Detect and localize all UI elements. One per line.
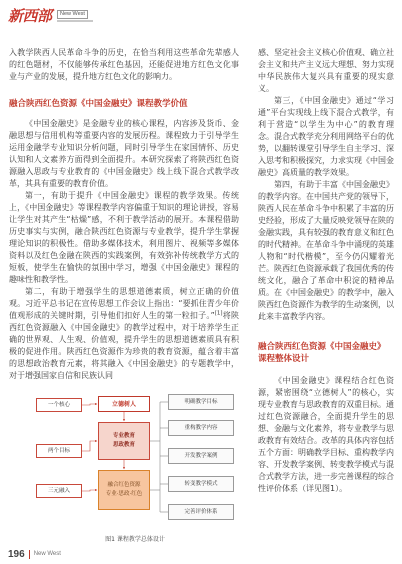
paragraph-second-value bbox=[9, 286, 239, 382]
paragraph-course-design: 《中国金融史》课程结合红色资源，紧密围绕“立德树人”的核心，实现专业教育与思政教育的双重目标。通过红色资源融合，全面提升学生的思想、金融与文化素养，将专业教学与思政教育有效结合。改革的具体内容包括五个方面：明确教学目标、重构教学内容、开发教学案例、转变教学模式与混合式教学方法，进一步完善课程的综合性评价体系（详见图1）。 bbox=[258, 376, 394, 493]
connector-core bbox=[82, 404, 97, 405]
paragraph-second-value-text-b: 将陕西红色资源融入《中国金融史》的教学过程中，对于培养学生正确的世界观、人生观、价值观，提升学生的思想道德素质具有积极的促进作用。陕西红色资源作为珍贵的教育资源，蕴含着丰富的思想政治教育元素，将其融入《中国金融史》的专题教学中，对于增强国家自信和民族认同 bbox=[9, 311, 239, 380]
logo-english-name: New West bbox=[57, 10, 88, 19]
measure-teaching-goals: 明确教学目标 bbox=[168, 394, 234, 410]
right-text-column bbox=[258, 47, 394, 537]
footer-magazine-name: New West bbox=[33, 551, 61, 557]
node-education-goals bbox=[98, 422, 150, 460]
magazine-logo: 新西部 bbox=[8, 7, 52, 25]
node-two-goals: 两个目标 bbox=[36, 444, 82, 458]
paragraph-fourth-value: 第四，有助于丰富《中国金融史》的教学内容。在中国共产党的领导下，陕西人民在革命斗争中积累了丰富的历史经验，形成了大量反映党领导在陕的金融实践，具有较强的教育意义和红色的时代精神。在革命斗争中涌现的英雄人物和“时代楷模”，至今仍闪耀着光芒。陕西红色资源承载了我国优秀的传统文化，融合了革命中积淀的精神品质。在《中国金融史》的教学中，融入陕西红色资源作为教学的生动案例，以此来丰富教学内容。 bbox=[258, 180, 394, 321]
measure-teaching-content: 重构教学内容 bbox=[168, 420, 234, 436]
measure-teaching-cases: 开发教学案例 bbox=[168, 448, 234, 464]
paragraph-course-overview: 《中国金融史》是金融专业的核心课程，内容涉及货币、金融思想与信用机构等重要内容的发展历程。课程致力于引导学生运用金融学专业知识分析问题，同时引导学生在家国情怀、历史认知和人文素养方面得到全面提升。本研究探索了将陕西红色资源融入思政与专业教育的《中国金融史》线上线下混合式教学改革，其具有重要的教育价值。 bbox=[9, 119, 239, 188]
section-heading-course-design bbox=[258, 341, 394, 365]
section-heading-line-1: 融合陕西红色资源《中国金融史》 bbox=[258, 342, 386, 352]
node-red-resource-integration bbox=[98, 470, 150, 510]
paragraph-first-value: 第一，有助于提升《中国金融史》课程的教学效果。传统上，《中国金融史》等课程教学内容偏重于知识的理论讲授，容易让学生对其产生“枯燥”感，不利于教学活动的展开。本课程借助历史事实与实例，融合陕西红色资源与专业教学，提升学生掌握理论知识的积极性。借助多媒体技术，利用图片、视频等多媒体资料以及红色金融在陕西的实践案例，有效弥补传统教学方式的短板，使学生在愉快的氛围中学习，增强《中国金融史》课程的趣味性和教学性。 bbox=[9, 191, 239, 284]
figure-course-design-diagram bbox=[30, 392, 240, 545]
continued-paragraph: 入教学陕西人民革命斗争的历史，在恰当利用这些革命先辈感人的红色题材，不仅能够传承红色基因，还能促进地方红色文化事业与产业的发展，提升地方红色文化的影响力。 bbox=[9, 48, 239, 81]
connector-goals bbox=[82, 441, 97, 451]
node-education-line-1: 专业教育 bbox=[112, 433, 135, 439]
section-heading-line-2: 课程整体设计 bbox=[258, 354, 310, 364]
node-integration-line-2: 专业·思政·红色 bbox=[105, 491, 143, 497]
connector-integration bbox=[82, 490, 97, 491]
page-number: 196 bbox=[8, 548, 25, 560]
measure-teaching-mode: 转变教学模式 bbox=[168, 476, 234, 492]
continued-paragraph-right: 感、坚定社会主义核心价值观、确立社会主义和共产主义远大理想、努力实现中华民族伟大复兴具有重要的现实意义。 bbox=[258, 48, 394, 93]
node-one-core: 一个核心 bbox=[36, 398, 82, 412]
masthead bbox=[8, 6, 108, 32]
node-education-line-2: 思政教育 bbox=[112, 442, 135, 448]
node-core-value: 立德树人 bbox=[98, 396, 150, 412]
node-three-integration: 三元融入 bbox=[36, 484, 82, 498]
paragraph-third-value: 第三，《中国金融史》通过“学习通”平台实现线上线下混合式教学，有利于营造“以学生为中心”的教育理念。混合式教学充分利用网络平台的优势，以翻转课堂引导学生自主学习、深入思考和积极探究，力求实现《中国金融史》高质量的教学效果。 bbox=[258, 96, 394, 177]
paragraph-second-value-text-a: 第二，有助于增强学生的思想道德素质，树立正确的价值观。习近平总书记在宣传思想工作会议上指出：“要抓住青少年价值观形成的关键时期，引导他们扣好人生的第一粒扣子。” bbox=[9, 287, 239, 320]
citation-reference: [1] bbox=[214, 310, 223, 317]
section-heading-teaching-value: 融合陕西红色资源《中国金融史》课程教学价值 bbox=[9, 99, 188, 109]
logo-tagline-decoration bbox=[57, 20, 93, 22]
footer-divider bbox=[29, 550, 30, 559]
measure-evaluation-system: 完善评价体系 bbox=[168, 504, 234, 520]
node-integration-line-1: 融合红色资源 bbox=[107, 482, 141, 488]
left-text-column bbox=[9, 47, 239, 387]
page-footer bbox=[8, 548, 61, 560]
figure-caption: 图1 课程教学总体设计 bbox=[105, 536, 165, 543]
